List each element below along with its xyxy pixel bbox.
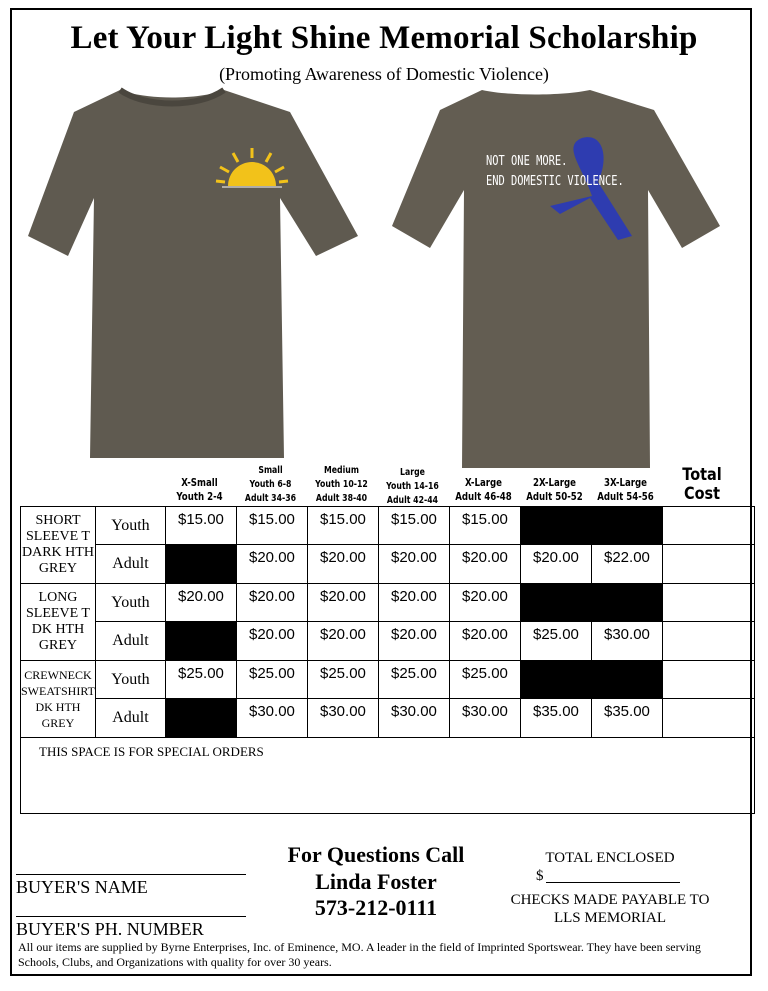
product-name-cell <box>21 584 96 661</box>
special-orders-cell[interactable]: THIS SPACE IS FOR SPECIAL ORDERS <box>21 738 755 814</box>
total-cost-cell[interactable] <box>662 507 754 545</box>
youth-label-cell: Youth <box>95 661 165 699</box>
unavailable-cell <box>520 584 591 622</box>
price-cell: $20.00 <box>378 584 449 622</box>
order-table <box>20 506 755 814</box>
slogan-line-1: NOT ONE MORE. <box>486 154 568 169</box>
unavailable-cell <box>165 622 236 661</box>
price-cell: $20.00 <box>449 584 520 622</box>
price-cell: $20.00 <box>307 584 378 622</box>
page-subtitle: (Promoting Awareness of Domestic Violence) <box>219 64 549 84</box>
column-header <box>241 464 299 506</box>
slogan-line-2: END DOMESTIC VIOLENCE. <box>486 174 624 189</box>
price-cell: $20.00 <box>165 584 236 622</box>
shirt-back-image <box>392 86 722 470</box>
price-cell: $25.00 <box>520 622 591 661</box>
price-cell: $25.00 <box>307 661 378 699</box>
price-cell: $20.00 <box>520 545 591 584</box>
price-cell: $25.00 <box>449 661 520 699</box>
shirt-front-image <box>28 86 360 464</box>
price-cell: $25.00 <box>236 661 307 699</box>
buyer-name-line <box>16 874 246 875</box>
column-header-line: X-Large <box>464 477 503 489</box>
column-header <box>596 476 654 504</box>
price-cell: $15.00 <box>449 507 520 545</box>
buyer-phone-label: BUYER'S PH. NUMBER <box>16 919 204 939</box>
product-name-line: DK HTH <box>31 622 85 637</box>
product-name-cell <box>21 507 96 584</box>
column-header-line: 3X-Large <box>603 477 648 489</box>
unavailable-cell <box>165 699 236 738</box>
table-row <box>21 622 755 661</box>
product-name-line: SLEEVE T <box>26 529 90 544</box>
adult-label-cell: Adult <box>95 545 165 584</box>
table-row <box>21 507 755 545</box>
unavailable-cell <box>520 507 591 545</box>
adult-label-cell: Adult <box>95 699 165 738</box>
total-enclosed-line <box>546 882 680 883</box>
total-cost-cell[interactable] <box>662 622 754 661</box>
price-cell: $15.00 <box>307 507 378 545</box>
payable-line-1: CHECKS MADE PAYABLE TO <box>510 892 710 908</box>
column-header-line: Adult 42-44 <box>386 495 439 506</box>
table-row <box>21 584 755 622</box>
product-name-line: SHORT <box>35 513 81 528</box>
unavailable-cell <box>520 661 591 699</box>
contact-name: Linda Foster <box>315 869 437 894</box>
price-cell: $25.00 <box>378 661 449 699</box>
price-cell: $15.00 <box>165 507 236 545</box>
total-cost-cell[interactable] <box>662 584 754 622</box>
price-cell: $15.00 <box>378 507 449 545</box>
shirt-slogan <box>486 152 624 192</box>
column-header <box>383 466 441 508</box>
column-header <box>454 476 512 504</box>
price-cell: $20.00 <box>307 545 378 584</box>
price-cell: $20.00 <box>378 622 449 661</box>
column-header-line: Adult 38-40 <box>315 493 368 504</box>
price-cell: $20.00 <box>236 622 307 661</box>
column-header-line: Adult 54-56 <box>597 491 654 503</box>
price-cell: $30.00 <box>591 622 662 661</box>
product-name-line: DK HTH <box>35 700 81 714</box>
product-name-line: GREY <box>38 638 78 653</box>
contact-phone: 573-212-0111 <box>314 895 438 920</box>
column-header-line: Adult 50-52 <box>526 491 583 503</box>
product-name-line: DARK HTH <box>22 545 94 560</box>
table-row <box>21 545 755 584</box>
product-name-cell <box>21 661 96 738</box>
price-cell: $20.00 <box>307 622 378 661</box>
column-header-line: X-Small <box>181 477 218 489</box>
column-header <box>312 464 370 506</box>
price-cell: $30.00 <box>449 699 520 738</box>
unavailable-cell <box>591 507 662 545</box>
total-header-line: Cost <box>683 484 721 504</box>
product-name-line: SWEATSHIRT <box>21 684 95 698</box>
contact-heading: For Questions Call <box>287 842 465 867</box>
column-header-line: Adult 46-48 <box>455 491 512 503</box>
price-cell: $20.00 <box>449 545 520 584</box>
unavailable-cell <box>165 545 236 584</box>
column-header-line: Large <box>400 467 425 478</box>
table-row <box>21 661 755 699</box>
price-cell: $30.00 <box>378 699 449 738</box>
page-title: Let Your Light Shine Memorial Scholarship <box>70 20 698 56</box>
price-cell: $25.00 <box>165 661 236 699</box>
total-cost-cell[interactable] <box>662 661 754 699</box>
total-enclosed-label: TOTAL ENCLOSED <box>545 850 675 866</box>
product-name-line: LONG <box>38 590 78 605</box>
product-name-line: CREWNECK <box>24 668 92 682</box>
column-header-line: Medium <box>324 465 359 476</box>
column-header-line: Youth 10-12 <box>315 479 368 490</box>
youth-label-cell: Youth <box>95 584 165 622</box>
buyer-phone-line <box>16 916 246 917</box>
product-name-line: SLEEVE T <box>26 606 90 621</box>
total-cost-cell[interactable] <box>662 699 754 738</box>
buyer-name-label: BUYER'S NAME <box>16 877 148 897</box>
product-name-line: GREY <box>38 561 78 576</box>
price-cell: $30.00 <box>236 699 307 738</box>
unavailable-cell <box>591 584 662 622</box>
column-header <box>170 476 228 504</box>
column-header-line: Youth 6-8 <box>249 479 292 490</box>
column-header-line: Youth 2-4 <box>176 491 223 503</box>
adult-label-cell: Adult <box>95 622 165 661</box>
total-header-line: Total <box>682 465 722 485</box>
price-cell: $15.00 <box>236 507 307 545</box>
product-name-line: GREY <box>41 716 75 730</box>
price-cell: $30.00 <box>307 699 378 738</box>
price-cell: $20.00 <box>378 545 449 584</box>
price-cell: $22.00 <box>591 545 662 584</box>
price-cell: $35.00 <box>520 699 591 738</box>
youth-label-cell: Youth <box>95 507 165 545</box>
footer-note: All our items are supplied by Byrne Enterprises, Inc. of Eminence, MO. A leader in the field of Imprinted Sportswear. They have been serving Schools, Clubs, and Organizations with quality for over 30 years. <box>18 940 701 969</box>
payable-line-2: LLS MEMORIAL <box>553 910 667 926</box>
table-row <box>21 699 755 738</box>
column-header-line: 2X-Large <box>532 477 577 489</box>
column-header <box>525 476 583 504</box>
unavailable-cell <box>591 661 662 699</box>
total-cost-header <box>677 466 728 504</box>
dollar-sign: $ <box>536 868 544 884</box>
total-cost-cell[interactable] <box>662 545 754 584</box>
price-cell: $35.00 <box>591 699 662 738</box>
column-header-line: Small <box>258 465 283 476</box>
special-orders-row <box>21 738 755 814</box>
price-cell: $20.00 <box>236 545 307 584</box>
price-cell: $20.00 <box>449 622 520 661</box>
price-cell: $20.00 <box>236 584 307 622</box>
column-header-line: Youth 14-16 <box>386 481 439 492</box>
column-header-line: Adult 34-36 <box>244 493 297 504</box>
